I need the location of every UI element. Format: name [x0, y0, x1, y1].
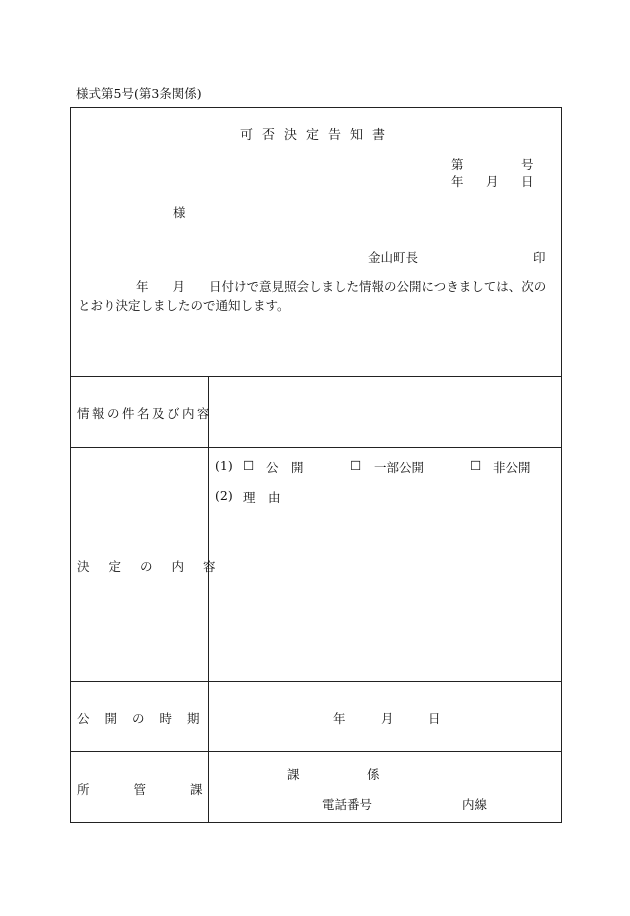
dept-label: 所管課 [77, 782, 247, 797]
private-checkbox[interactable]: ☐ [470, 458, 482, 473]
private-option-label: 非公開 [493, 460, 531, 475]
notice-body [78, 277, 556, 315]
doc-number-suffix: 号 [521, 157, 534, 172]
timing-day: 日 [428, 711, 441, 726]
addressee-suffix: 様 [173, 205, 186, 220]
item-1-number: (1) [215, 458, 233, 473]
issuer-name: 金山町長 [368, 250, 419, 265]
seal-mark: 印 [533, 250, 546, 265]
document-title: 可否決定告知書 [240, 128, 395, 143]
doc-number-prefix: 第 [451, 157, 464, 172]
decision-label: 決定の内容 [77, 559, 235, 574]
info-label: 情報の件名及び内容 [77, 406, 213, 421]
dept-kakari: 係 [367, 767, 380, 782]
row-divider [70, 447, 562, 448]
partial-option-label: 一部公開 [374, 460, 425, 475]
partial-checkbox[interactable]: ☐ [350, 458, 362, 473]
row-divider [70, 681, 562, 682]
body-text: 日付けで意見照会しました情報の公開につきましては、次のとおり決定しましたので通知します。 [78, 279, 547, 313]
date-month: 月 [486, 174, 499, 189]
public-checkbox[interactable]: ☐ [243, 458, 255, 473]
dept-phone: 電話番号 [322, 797, 373, 812]
timing-year: 年 [333, 711, 346, 726]
dept-extension: 内線 [462, 797, 488, 812]
item-2-number: (2) [215, 488, 233, 503]
column-divider [208, 376, 209, 823]
row-divider [70, 376, 562, 377]
timing-label: 公開の時期 [77, 711, 215, 726]
body-month: 月 [172, 279, 186, 294]
timing-month: 月 [381, 711, 394, 726]
body-year: 年 [136, 279, 149, 294]
reason-label: 理 由 [243, 490, 281, 505]
form-header: 様式第5号(第3条関係) [76, 86, 202, 101]
dept-ka: 課 [287, 767, 300, 782]
date-day: 日 [521, 174, 534, 189]
public-option-label: 公 開 [266, 460, 304, 475]
date-year: 年 [451, 174, 464, 189]
row-divider [70, 751, 562, 752]
